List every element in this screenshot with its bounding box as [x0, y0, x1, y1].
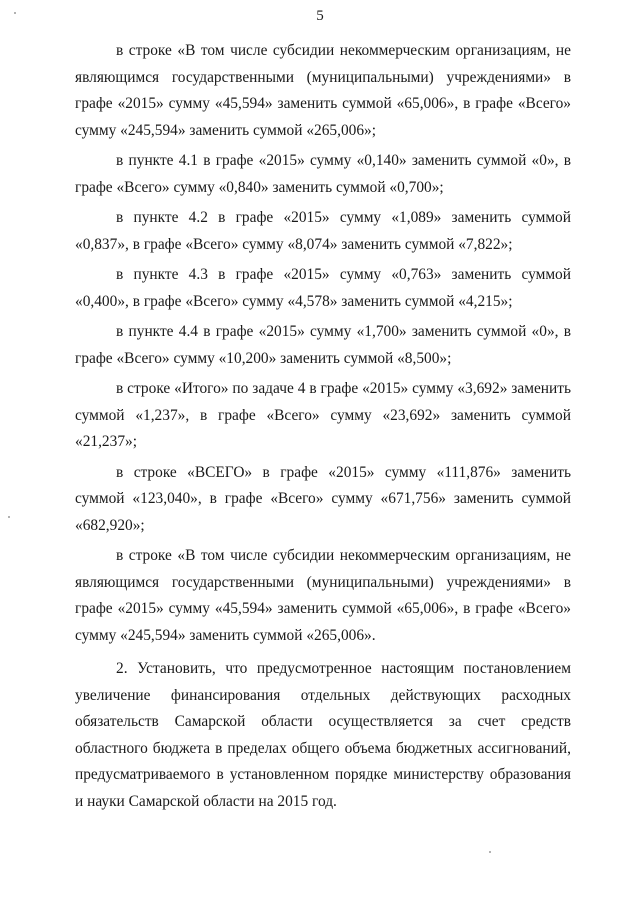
page-number: 5: [316, 8, 324, 24]
paragraph-total-task-4: в строке «Итого» по задаче 4 в графе «2015» сумму «3,692» заменить суммой «1,237», в графе «Всего» сумму «23,692» заменить суммой «21,237»;: [75, 380, 571, 450]
scan-speck: [489, 851, 491, 853]
paragraph-item-4-2: в пункте 4.2 в графе «2015» сумму «1,089» заменить суммой «0,837», в графе «Всего» сумму «8,074» заменить суммой «7,822»;: [75, 209, 571, 253]
paragraph-row-nko-subsidies: в строке «В том числе субсидии некоммерческим организациям, не являющимся государственными (муниципальными) учреждениями» в графе «2015» сумму «45,594» заменить суммой «65,006», в графе «Всего» сумму «245,594» заменить суммой «265,006»;: [75, 42, 571, 139]
scan-speck: [14, 12, 16, 14]
scan-speck: [8, 516, 10, 518]
paragraph-grand-total: в строке «ВСЕГО» в графе «2015» сумму «111,876» заменить суммой «123,040», в графе «Всего» сумму «671,756» заменить суммой «682,920»;: [75, 463, 571, 534]
document-body: [75, 38, 571, 819]
paragraph-row-nko-subsidies-total: в строке «В том числе субсидии некоммерческим организациям, не являющимся государственными (муниципальными) учреждениями» в графе «2015» сумму «45,594» заменить суммой «65,006», в графе «Всего» сумму «245,594» заменить суммой «265,006».: [75, 547, 571, 644]
paragraph-item-4-4: в пункте 4.4 в графе «2015» сумму «1,700» заменить суммой «0», в графе «Всего» сумму «10,200» заменить суммой «8,500»;: [75, 323, 571, 367]
paragraph-item-4-1: в пункте 4.1 в графе «2015» сумму «0,140» заменить суммой «0», в графе «Всего» сумму «0,840» заменить суммой «0,700»;: [75, 152, 571, 196]
paragraph-clause-2: 2. Установить, что предусмотренное настоящим постановлением увеличение финансирования отдельных действующих расходных обязательств Самарской области осуществляется за счет средств областного бюджета в пределах общего объема бюджетных ассигнований, предусматриваемого в установленном порядке министерству образования и науки Самарской области на 2015 год.: [75, 660, 571, 810]
paragraph-item-4-3: в пункте 4.3 в графе «2015» сумму «0,763» заменить суммой «0,400», в графе «Всего» сумму «4,578» заменить суммой «4,215»;: [75, 266, 571, 310]
